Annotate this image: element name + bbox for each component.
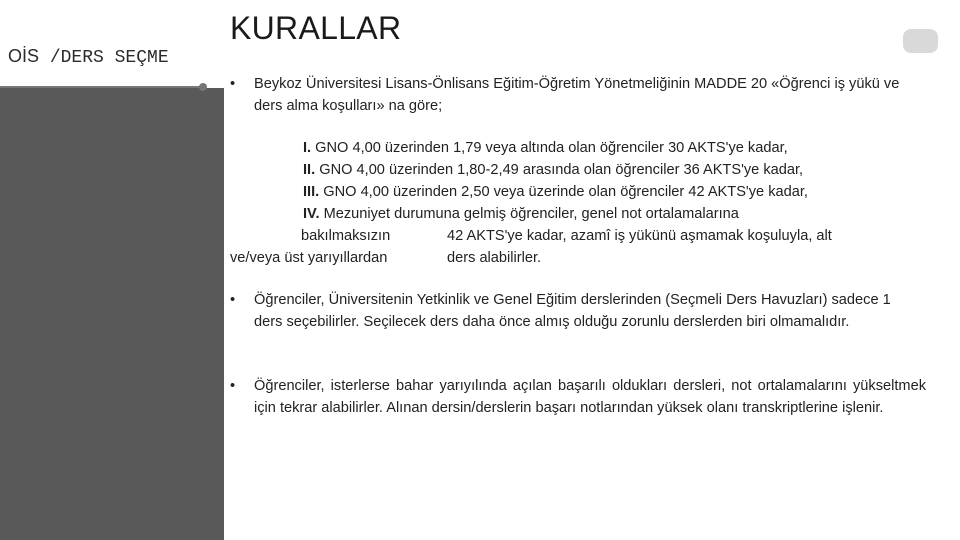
rule-item-3 <box>303 182 808 204</box>
rule-number: II. <box>303 162 316 178</box>
rule-text: GNO 4,00 üzerinden 2,50 veya üzerinde olan öğrenciler 42 AKTS'ye kadar, <box>319 184 808 200</box>
sidebar-divider <box>0 86 204 88</box>
rule-item-2 <box>303 160 803 182</box>
paragraph-text: Beykoz Üniversitesi Lisans-Önlisans Eğitim-Öğretim Yönetmeliğinin MADDE 20 «Öğrenci iş yükü ve ders alma koşulları» na göre; <box>254 76 900 114</box>
paragraph-text: Öğrenciler, isterlerse bahar yarıyılında açılan başarılı oldukları dersleri, not ortalamalarını yükseltmek için tekrar alabilirler. Alınan dersin/derslerin başarı notlarından yüksek olanı transkriptlerine işlenir. <box>254 378 926 416</box>
paragraph-text: Öğrenciler, Üniversitenin Yetkinlik ve Genel Eğitim derslerinden (Seçmeli Ders Havuzları) sadece 1 ders seçebilirler. Seçilecek ders daha önce almış olduğu zorunlu derslerden biri olmamalıdır. <box>254 292 891 330</box>
divider-dot <box>199 83 207 91</box>
rule-4-continuation-right-1: 42 AKTS'ye kadar, azamî iş yükünü aşmamak koşuluyla, alt <box>447 228 832 244</box>
bullet: • <box>230 292 236 308</box>
rule-4-continuation-left-2: ve/veya üst yarıyıllardan <box>230 250 388 266</box>
corner-decoration <box>903 29 938 53</box>
rule-number: III. <box>303 184 320 200</box>
rule-4-continuation-right-2: ders alabilirler. <box>447 250 542 266</box>
section-title-suffix: /DERS SEÇME <box>39 48 169 68</box>
rule-item-1 <box>303 138 788 160</box>
rule-item-4 <box>303 204 739 226</box>
bullet: • <box>230 378 236 394</box>
rule-text: GNO 4,00 üzerinden 1,79 veya altında olan öğrenciler 30 AKTS'ye kadar, <box>311 140 788 156</box>
sidebar-header <box>0 0 224 88</box>
rule-4-continuation-left-1: bakılmaksızın <box>301 228 391 244</box>
rule-number: IV. <box>303 206 320 222</box>
rule-number: I. <box>303 140 312 156</box>
section-title <box>8 46 169 68</box>
page-title: KURALLAR <box>230 10 402 46</box>
bullet: • <box>230 76 236 92</box>
rule-text: Mezuniyet durumuna gelmiş öğrenciler, genel not ortalamalarına <box>319 206 739 222</box>
section-title-prefix: OİS <box>8 46 40 66</box>
rule-text: GNO 4,00 üzerinden 1,80-2,49 arasında olan öğrenciler 36 AKTS'ye kadar, <box>315 162 804 178</box>
